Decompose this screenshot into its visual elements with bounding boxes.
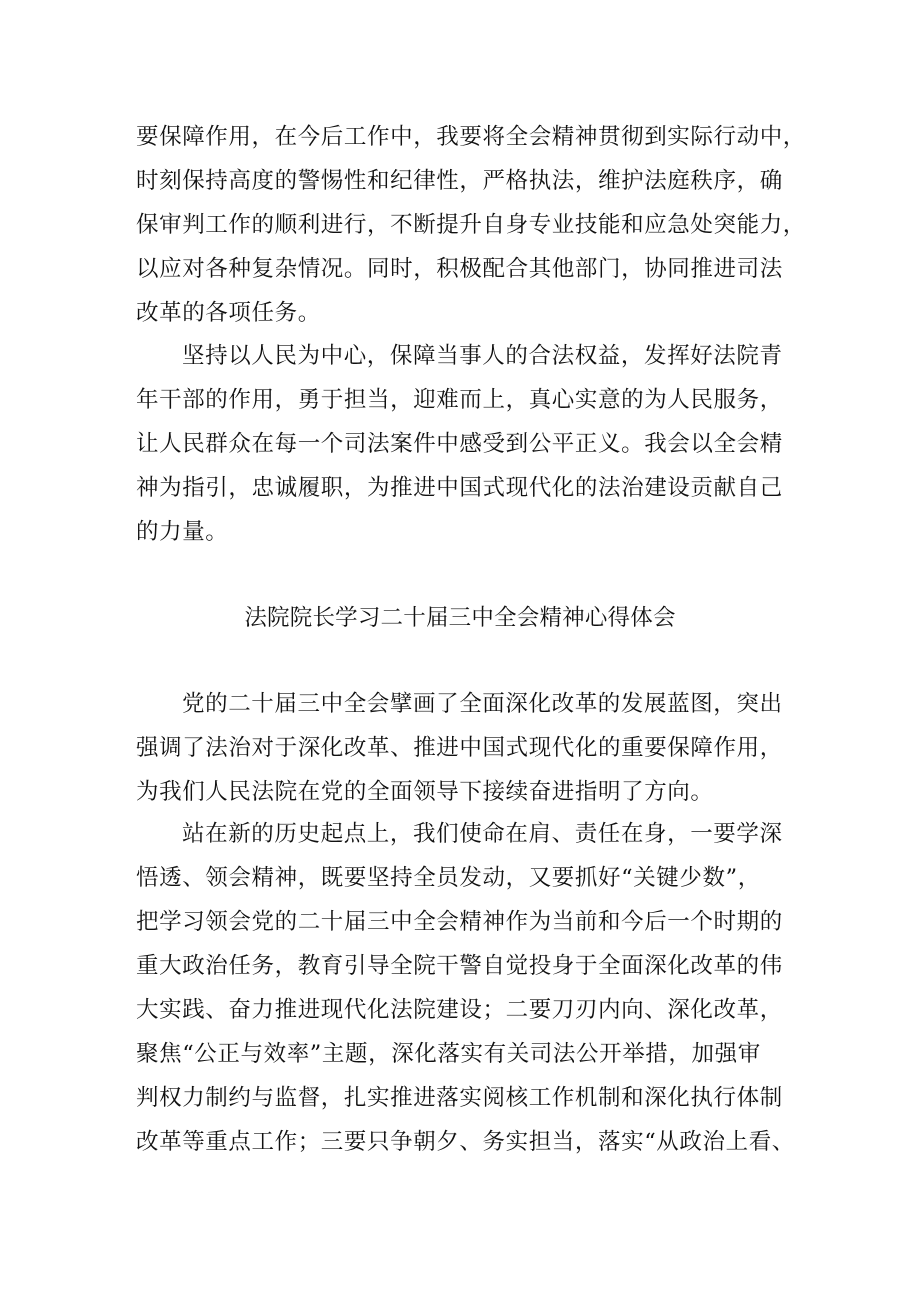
paragraph-line: 为我们人民法院在党的全面领导下接续奋进指明了方向。 bbox=[136, 779, 714, 805]
closing-paragraph bbox=[136, 334, 796, 554]
paragraph-line: 强调了法治对于深化改革、推进中国式现代化的重要保障作用， bbox=[136, 735, 783, 761]
paragraph-line: 坚持以人民为中心，保障当事人的合法权益，发挥好法院青 bbox=[182, 343, 783, 369]
paragraph-line: 党的二十届三中全会擘画了全面深化改革的发展蓝图，突出 bbox=[182, 691, 783, 717]
paragraph-line: 年干部的作用，勇于担当，迎难而上，真心实意的为人民服务， bbox=[136, 387, 783, 413]
paragraph-line: 大实践、奋力推进现代化法院建设；二要刀刃内向、深化改革， bbox=[136, 997, 783, 1023]
paragraph-line: 的力量。 bbox=[136, 519, 229, 545]
paragraph-line: 把学习领会党的二十届三中全会精神作为当前和今后一个时期的 bbox=[136, 909, 783, 935]
paragraph-line: 改革的各项任务。 bbox=[136, 300, 321, 326]
continuation-paragraph bbox=[136, 115, 806, 335]
paragraph-line: 判权力制约与监督，扎实推进落实阅核工作机制和深化执行体制 bbox=[136, 1085, 783, 1111]
paragraph-line: 改革等重点工作；三要只争朝夕、务实担当，落实“从政治上看、 bbox=[136, 1129, 795, 1155]
paragraph-line: 站在新的历史起点上，我们使命在肩、责任在身，一要学深 bbox=[182, 821, 783, 847]
paragraph-line: 让人民群众在每一个司法案件中感受到公平正义。我会以全会精 bbox=[136, 431, 783, 457]
paragraph-line: 重大政治任务，教育引导全院干警自觉投身于全面深化改革的伟 bbox=[136, 953, 783, 979]
paragraph-line: 时刻保持高度的警惕性和纪律性，严格执法，维护法庭秩序，确 bbox=[136, 168, 783, 194]
paragraph-line: 要保障作用，在今后工作中，我要将全会精神贯彻到实际行动中， bbox=[136, 124, 806, 150]
paragraph-line: 以应对各种复杂情况。同时，积极配合其他部门，协同推进司法 bbox=[136, 256, 783, 282]
section-paragraph-2 bbox=[136, 812, 796, 1164]
paragraph-line: 聚焦“公正与效率”主题，深化落实有关司法公开举措，加强审 bbox=[136, 1041, 761, 1067]
section-paragraph-1 bbox=[136, 682, 796, 814]
paragraph-line: 悟透、领会精神，既要坚持全员发动，又要抓好“关键少数”， bbox=[136, 865, 761, 891]
paragraph-line: 神为指引，忠诚履职，为推进中国式现代化的法治建设贡献自己 bbox=[136, 475, 783, 501]
paragraph-line: 保审判工作的顺利进行，不断提升自身专业技能和应急处突能力， bbox=[136, 212, 806, 238]
section-title: 法院院长学习二十届三中全会精神心得体会 bbox=[244, 605, 676, 631]
